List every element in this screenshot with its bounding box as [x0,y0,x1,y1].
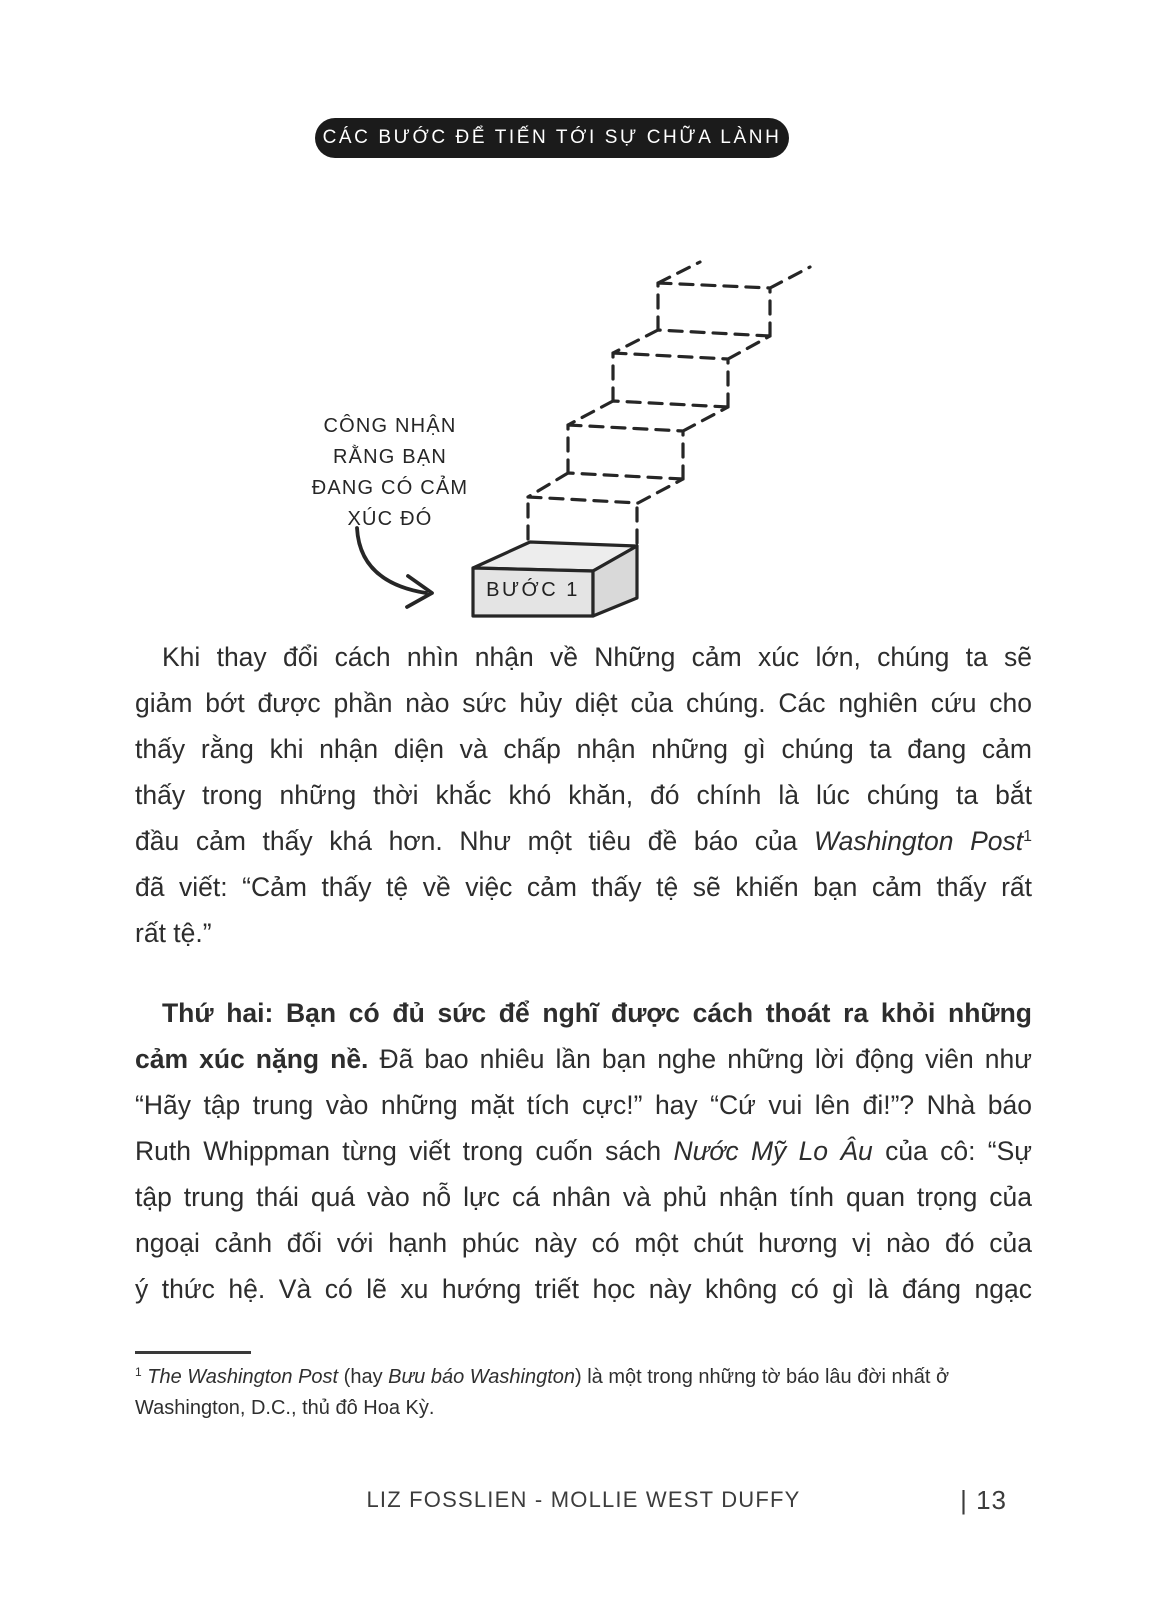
text-line [135,1036,1032,1082]
text-line [135,910,1032,956]
body-paragraph [135,634,1032,956]
healing-steps-illustration [300,225,860,625]
text-segment: 1 [1023,828,1032,846]
caption-line: CÔNG NHẬN [323,415,457,437]
text-line [135,818,1032,864]
footnote-divider [135,1351,251,1354]
page-number: | 13 [960,1485,1007,1515]
text-segment: Đã bao nhiêu lần bạn nghe những lời động viên như [379,1044,1032,1074]
text-segment: Washington Post [814,826,1024,856]
text-segment: Washington, D.C., thủ đô Hoa Kỳ. [135,1397,435,1419]
text-line [135,726,1032,772]
caption-line: ĐANG CÓ CẢM [311,477,469,499]
body-paragraph [135,990,1032,1312]
text-segment: giảm bớt được phần nào sức hủy diệt của chúng. Các nghiên cứu cho [135,688,1032,718]
text-segment: (hay [338,1366,389,1388]
text-segment: ) là một trong những tờ báo lâu đời nhất ở [575,1366,950,1388]
footnote-text [135,1362,1015,1424]
text-segment: thấy trong những thời khắc khó khăn, đó chính là lúc chúng ta bắt [135,780,1032,810]
text-segment: 1 [135,1365,142,1380]
text-segment: rất tệ.” [135,918,212,948]
text-segment: “Hãy tập trung vào những mặt tích cực!” hay “Cứ vui lên đi!”? Nhà báo [135,1090,1032,1120]
body-text [135,634,1032,1312]
text-segment: Ruth Whippman từng viết trong cuốn sách [135,1136,674,1166]
text-segment: ý thức hệ. Và có lẽ xu hướng triết học này không có gì là đáng ngạc [135,1274,1032,1304]
text-line [135,1174,1032,1220]
page-header-badge [315,118,789,158]
text-line [135,772,1032,818]
text-line [135,1220,1032,1266]
text-segment: của cô: “Sự [872,1136,1032,1166]
text-segment: đã viết: “Cảm thấy tệ về việc cảm thấy tệ sẽ khiến bạn cảm thấy rất [135,872,1032,902]
text-line [135,1082,1032,1128]
text-line [135,680,1032,726]
text-line [135,864,1032,910]
text-segment: Bưu báo Washington [388,1366,576,1388]
text-segment: tập trung thái quá vào nỗ lực cá nhân và phủ nhận tính quan trọng của [135,1182,1032,1212]
text-segment: cảm xúc nặng nề. [135,1044,380,1074]
text-line [135,990,1032,1036]
step-box-label: BƯỚC 1 [486,579,580,601]
footer-authors: LIZ FOSSLIEN - MOLLIE WEST DUFFY [366,1487,801,1512]
text-segment: đầu cảm thấy khá hơn. Như một tiêu đề báo của [135,826,815,856]
text-segment: Thứ hai: Bạn có đủ sức để nghĩ được cách thoát ra khỏi những [162,998,1032,1028]
text-segment: Khi thay đổi cách nhìn nhận về Những cảm xúc lớn, chúng ta sẽ [162,642,1032,672]
caption-arrow [357,528,432,607]
text-segment: ngoại cảnh đối với hạnh phúc này có một chút hương vị nào đó của [135,1228,1032,1258]
text-line [135,1362,1015,1393]
header-badge-label: CÁC BƯỚC ĐỂ TIẾN TỚI SỰ CHỮA LÀNH [322,127,782,148]
text-line [135,634,1032,680]
text-segment: thấy rằng khi nhận diện và chấp nhận những gì chúng ta đang cảm [135,734,1032,764]
text-line [135,1266,1032,1312]
text-segment: The Washington Post [147,1366,339,1388]
caption-line: RẰNG BẠN [332,446,448,468]
step-caption [304,411,476,535]
staircase-dashed-steps [528,262,810,543]
text-line [135,1393,1015,1424]
text-segment: Nước Mỹ Lo Âu [673,1136,873,1166]
text-line [135,1128,1032,1174]
caption-line: XÚC ĐÓ [347,508,433,530]
